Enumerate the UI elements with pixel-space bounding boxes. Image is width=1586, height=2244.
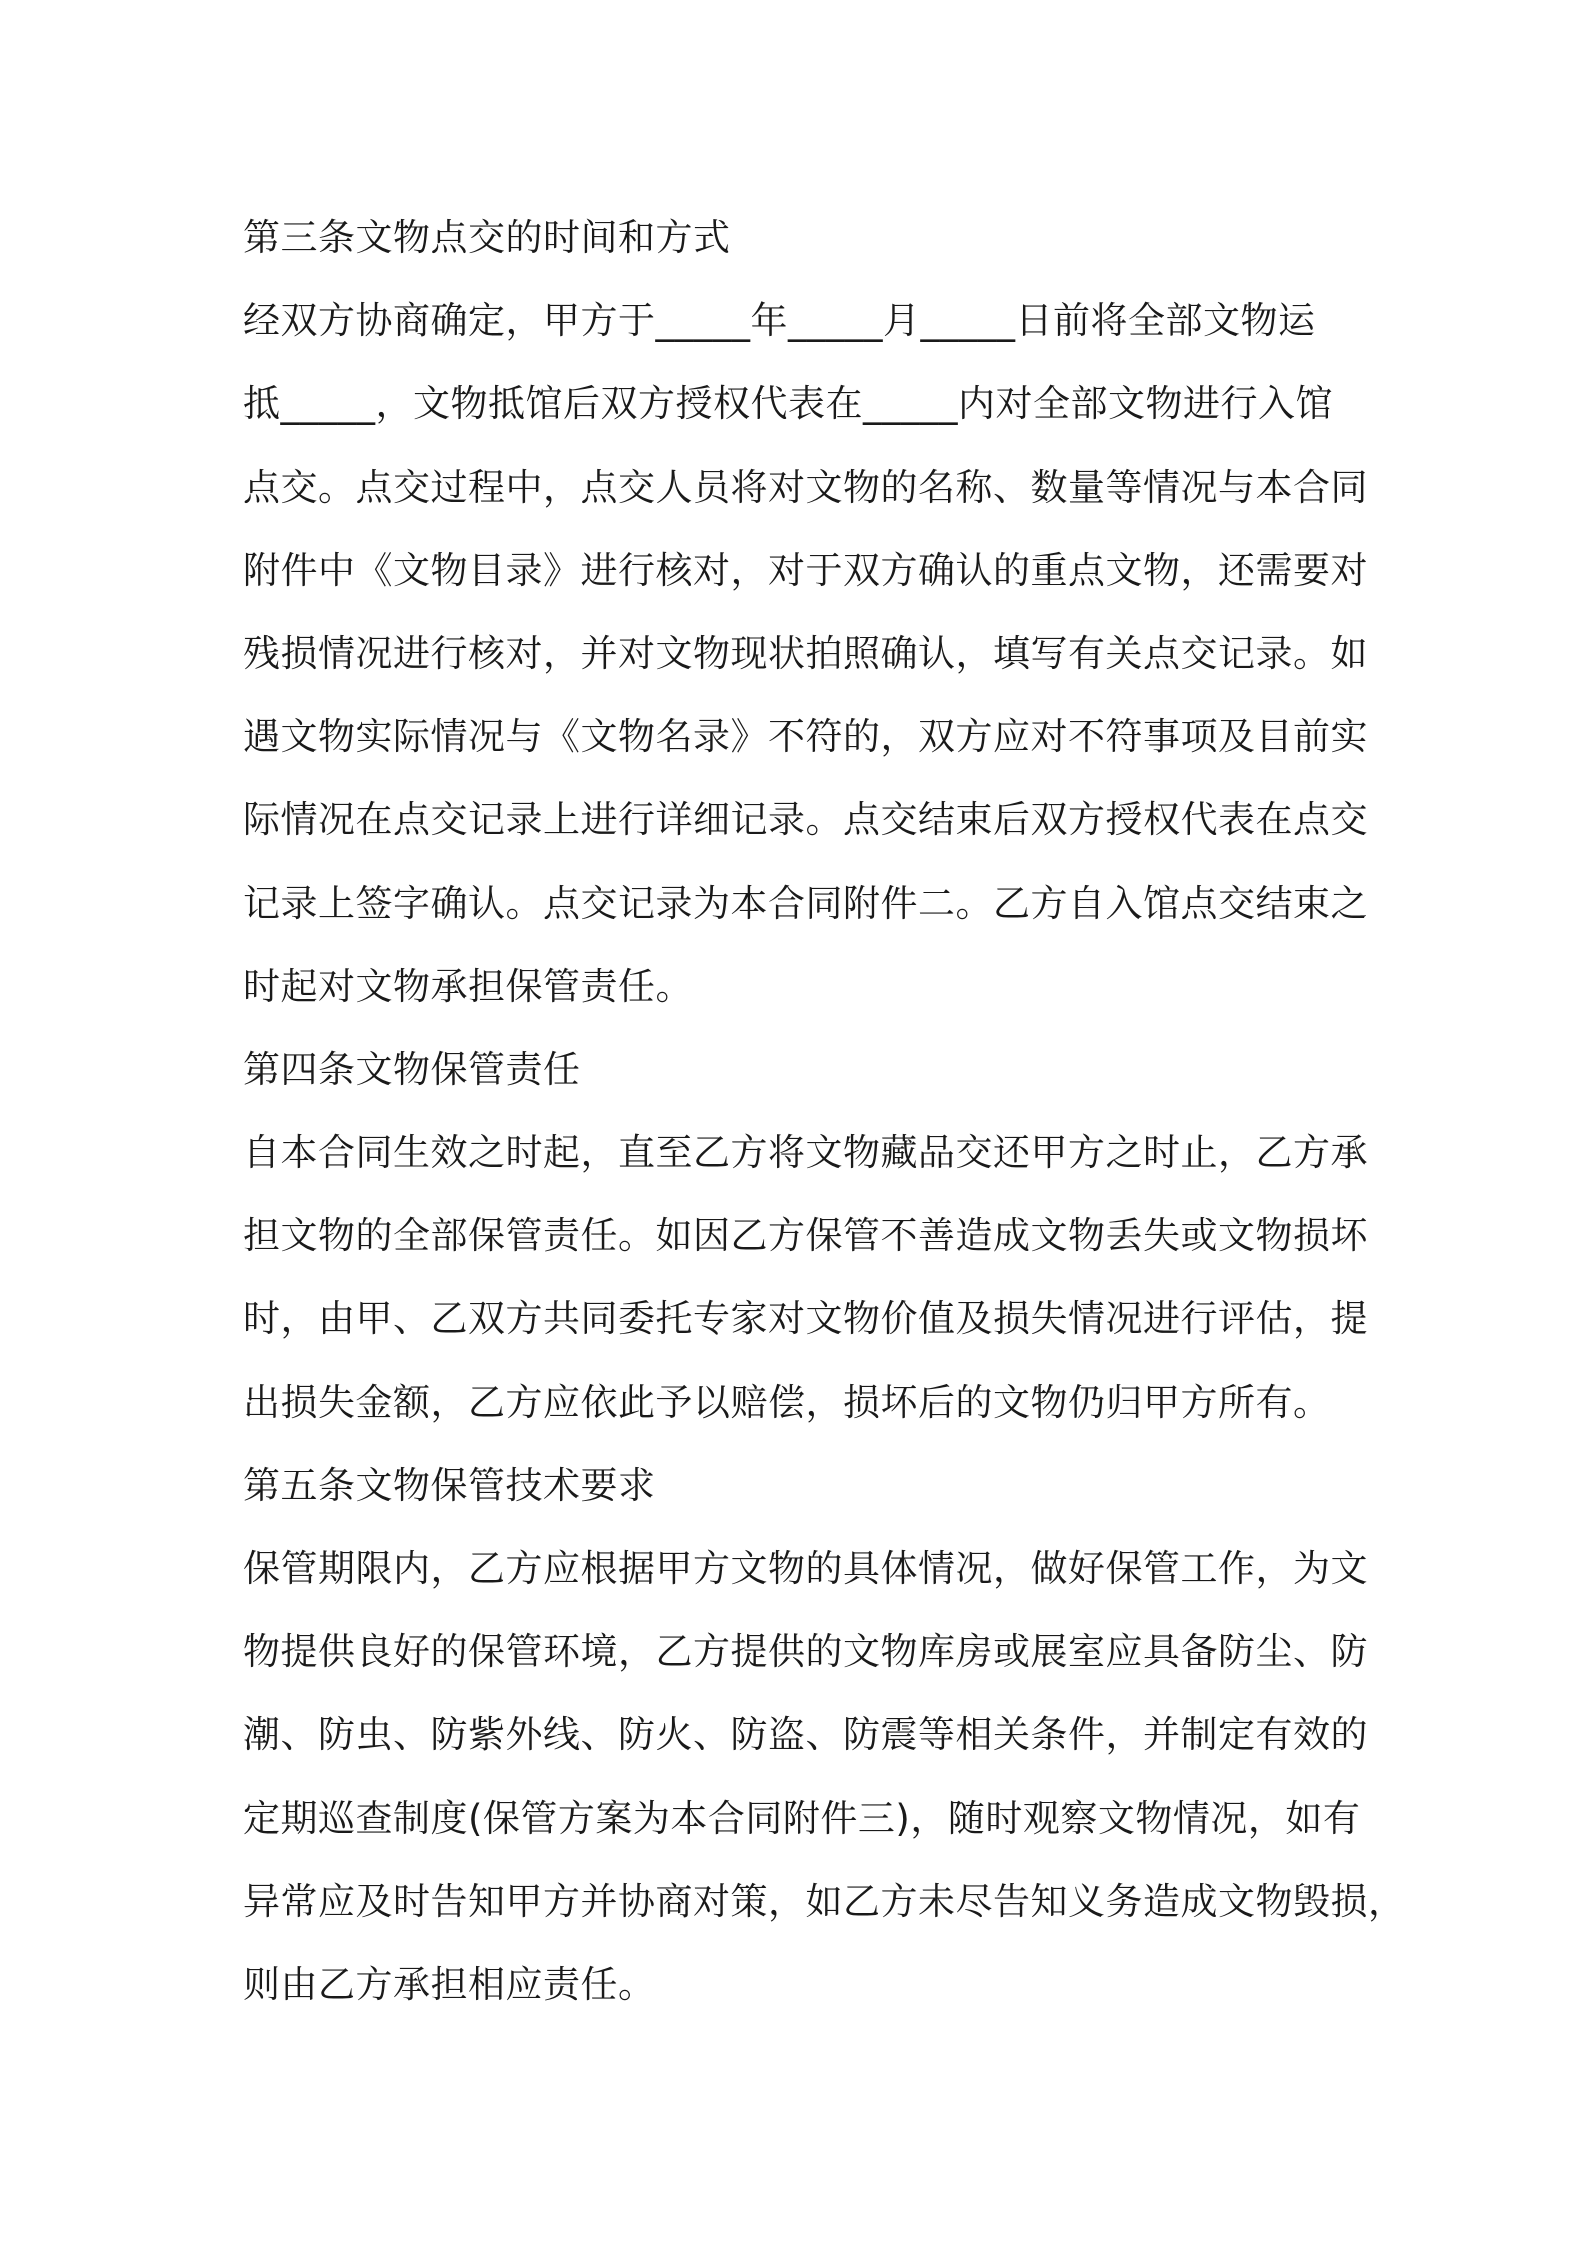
article-5-text-line-6: 则由乙方承担相应责任。 bbox=[243, 1962, 656, 2006]
article-5-text-line-4: 定期巡查制度(保管方案为本合同附件三)，随时观察文物情况，如有 bbox=[243, 1796, 1361, 1840]
article-4-text-line-3: 时，由甲、乙双方共同委托专家对文物价值及损失情况进行评估，提 bbox=[243, 1297, 1368, 1341]
article-4-heading: 第四条文物保管责任 bbox=[243, 1047, 581, 1091]
article-3-text-line-4: 附件中《文物目录》进行核对，对于双方确认的重点文物，还需要对 bbox=[243, 548, 1368, 592]
article-5-text-line-5: 异常应及时告知甲方并协商对策，如乙方未尽告知义务造成文物毁损， bbox=[243, 1879, 1406, 1923]
article-3-text-line-9: 时起对文物承担保管责任。 bbox=[243, 964, 693, 1008]
article-3-text-line-6: 遇文物实际情况与《文物名录》不符的，双方应对不符事项及目前实 bbox=[243, 715, 1368, 759]
article-3-text-line-5: 残损情况进行核对，并对文物现状拍照确认，填写有关点交记录。如 bbox=[243, 631, 1368, 675]
article-5-text-line-2: 物提供良好的保管环境，乙方提供的文物库房或展室应具备防尘、防 bbox=[243, 1630, 1368, 1674]
article-4-text-line-2: 担文物的全部保管责任。如因乙方保管不善造成文物丢失或文物损坏 bbox=[243, 1214, 1368, 1258]
article-4-text-line-4: 出损失金额，乙方应依此予以赔偿，损坏后的文物仍归甲方所有。 bbox=[243, 1380, 1331, 1424]
article-3-text-line-3: 点交。点交过程中，点交人员将对文物的名称、数量等情况与本合同 bbox=[243, 465, 1368, 509]
article-5-text-line-3: 潮、防虫、防紫外线、防火、防盗、防震等相关条件，并制定有效的 bbox=[243, 1713, 1368, 1757]
article-4-text-line-1: 自本合同生效之时起，直至乙方将文物藏品交还甲方之时止，乙方承 bbox=[243, 1131, 1368, 1175]
document-body bbox=[243, 196, 1406, 2026]
article-3-heading: 第三条文物点交的时间和方式 bbox=[243, 216, 731, 259]
article-3-text-line-8: 记录上签字确认。点交记录为本合同附件二。乙方自入馆点交结束之 bbox=[243, 881, 1368, 925]
article-3-text-line-7: 际情况在点交记录上进行详细记录。点交结束后双方授权代表在点交 bbox=[243, 798, 1368, 842]
article-3-text-line-1: 经双方协商确定，甲方于_____年_____月_____日前将全部文物运 bbox=[243, 299, 1316, 343]
article-5-heading: 第五条文物保管技术要求 bbox=[243, 1463, 656, 1507]
article-3-text-line-2: 抵_____，文物抵馆后双方授权代表在_____内对全部文物进行入馆 bbox=[243, 382, 1333, 426]
article-5-text-line-1: 保管期限内，乙方应根据甲方文物的具体情况，做好保管工作，为文 bbox=[243, 1547, 1368, 1590]
